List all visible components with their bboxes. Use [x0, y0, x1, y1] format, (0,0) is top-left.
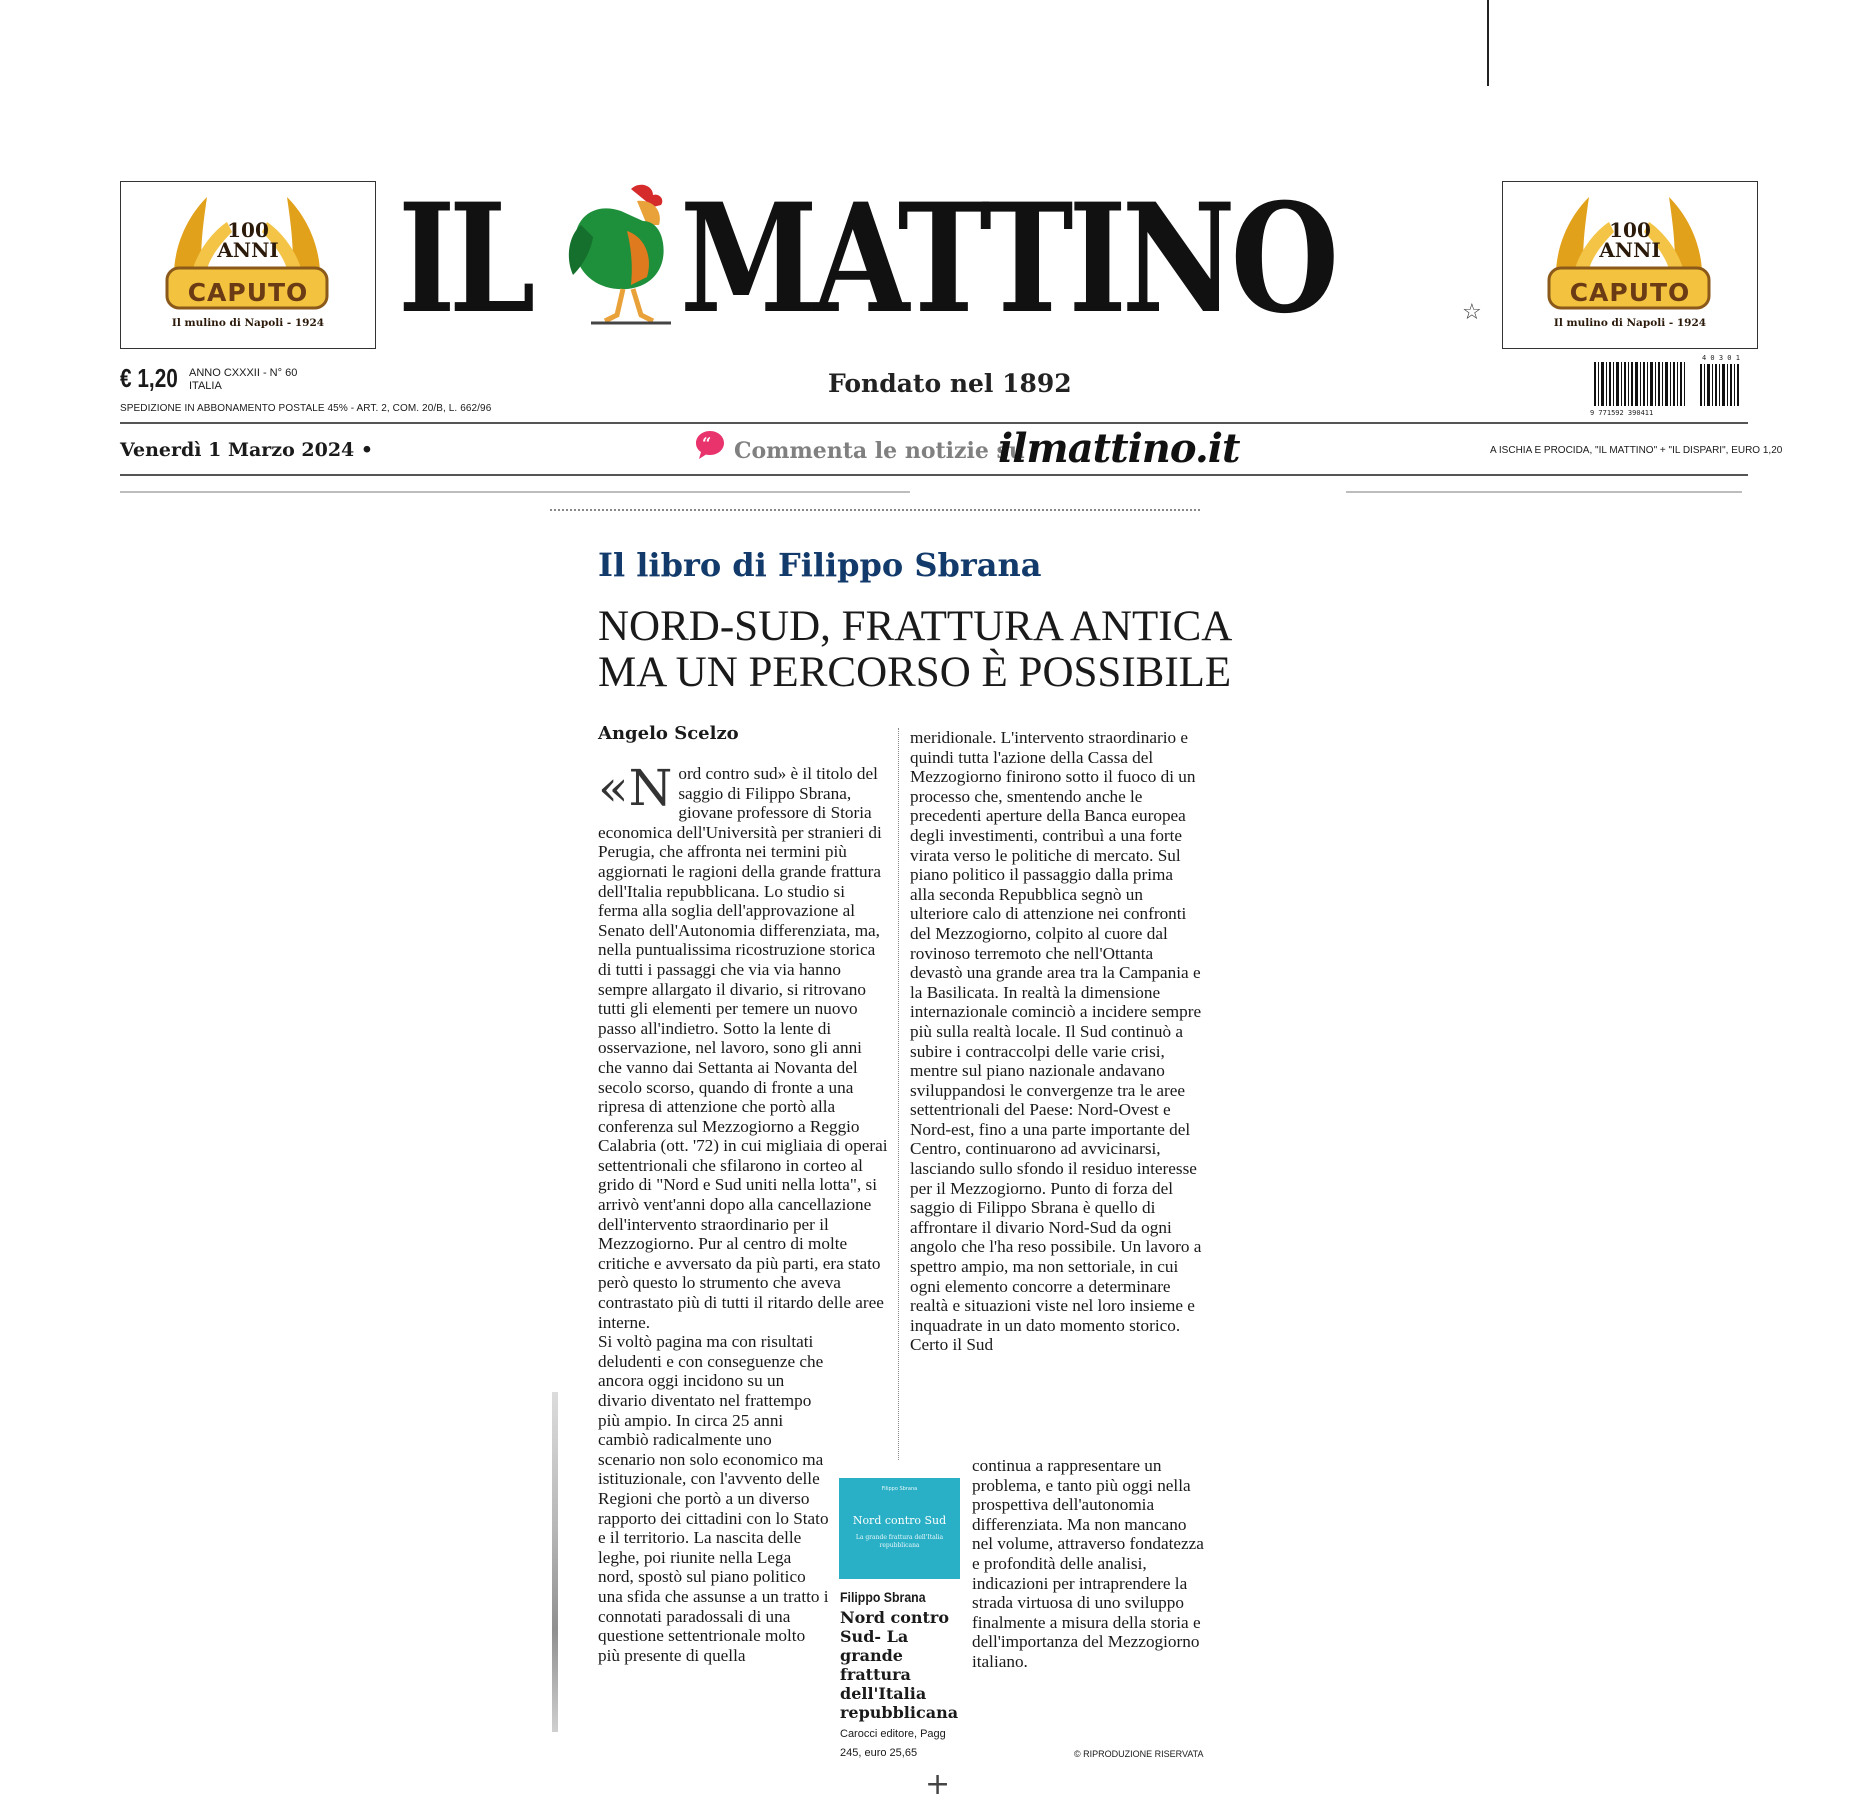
book-cover-image[interactable]	[839, 1478, 960, 1579]
ad-anni: ANNI	[217, 238, 279, 262]
masthead-il: IL	[398, 171, 529, 347]
ad-number: 100	[1609, 218, 1651, 242]
article-column-3	[972, 1456, 1204, 1672]
website-link[interactable]: ilmattino.it	[998, 425, 1240, 472]
paragraph: Si voltò pagina ma con risultati deludenti e con conseguenze che ancora oggi incidono su un divario diventato nel frattempo più ampio. In circa 25 anni cambiò radicalmente uno scenario non solo economico ma istituzionale, con l'avvento delle Regioni che portò a un diverso rapporto dei cittadini con lo Stato e il territorio. La nascita delle leghe, poi riunite nella Lega nord, spostò sul piano politico una sfida che assunse a un tratto i connotati paradossali di una questione settentrionale molto più presente di quella	[598, 1332, 829, 1665]
masthead-logo[interactable]	[398, 171, 1480, 347]
article-kicker: Il libro di Filippo Sbrana	[598, 546, 1042, 584]
headline-line-1: NORD-SUD, FRATTURA ANTICA	[598, 603, 1233, 650]
ad-tagline: Il mulino di Napoli - 1924	[1553, 317, 1707, 329]
issue-info	[189, 367, 297, 393]
article-column-2	[910, 728, 1202, 1355]
issue-number: ANNO CXXXII - N° 60	[189, 367, 298, 379]
ad-anni: ANNI	[1599, 238, 1661, 262]
book-caption-author: Filippo Sbrana	[840, 1589, 926, 1605]
caputo-ad-right[interactable]	[1502, 181, 1758, 349]
ad-tagline: Il mulino di Napoli - 1924	[171, 317, 325, 329]
column-separator	[898, 728, 899, 1460]
ad-brand: CAPUTO	[1569, 278, 1691, 307]
caputo-wheat-logo	[1539, 192, 1719, 332]
speech-bubble-quote-icon[interactable]	[694, 429, 726, 461]
article-headline	[598, 604, 1232, 696]
section-rule-left	[120, 491, 910, 493]
caputo-wheat-logo	[157, 192, 337, 332]
price: € 1,20	[120, 363, 178, 393]
issue-country: ITALIA	[189, 380, 222, 392]
regional-price-note: A ISCHIA E PROCIDA, "IL MATTINO" + "IL DISPARI", EURO 1,20	[1490, 445, 1783, 456]
header-rule-top	[120, 422, 1748, 424]
ad-brand: CAPUTO	[187, 278, 309, 307]
founded-line: Fondato nel 1892	[828, 369, 1072, 398]
barcode	[1590, 352, 1746, 418]
star-icon: ☆	[1462, 300, 1482, 325]
cover-title: Nord contro Sud	[852, 1514, 947, 1527]
header-rule-bottom	[120, 474, 1748, 476]
svg-text:“: “	[702, 434, 712, 453]
copyright-note: © RIPRODUZIONE RISERVATA	[1074, 1749, 1204, 1759]
paragraph: continua a rappresentare un problema, e tanto più oggi nella prospettiva dell'autonomia differenziata. Ma non mancano nel volume, attraverso fondatezza e profondità delle analisi, indicazioni per intraprendere la strada virtuosa di uno sviluppo finalmente a misura della storia e dell'importanza del Mezzogiorno italiano.	[972, 1456, 1204, 1671]
cover-subtitle: La grande frattura dell'Italia repubblicana	[855, 1534, 944, 1549]
paragraph: meridionale. L'intervento straordinario e quindi tutta l'azione della Cassa del Mezzogiorno finirono sotto il fuoco di un processo che, smentendo anche le precedenti aperture della Banca europea degli investimenti, contribuì a una forte virata verso le politiche di mercato. Sul piano politico il passaggio dalla prima alla seconda Repubblica segnò un ulteriore calo di attenzione nei confronti del Mezzogiorno, colpito al cuore dal rovinoso terremoto che nell'Ottanta devastò una grande area tra la Campania e la Basilicata. In realtà la dimensione internazionale cominciò a incidere sempre più sulla realtà locale. Il Sud continuò a subire i contraccolpi delle varie crisi, mentre sul piano nazionale andavano sviluppandosi le convergenze tra le aree settentrionali del Paese: Nord-Ovest e Nord-est, fino a una parte importante del Centro, continuarono ad avvicinarsi, lasciando sullo sfondo il residuo interesse per il Mezzogiorno. Punto di forza del saggio di Filippo Sbrana è quello di affrontare il divario Nord-Sud da ogni angolo che l'ha reso possibile. Un lavoro a spettro ampio, ma non settoriale, in cui ogni elemento concorre a determinare realtà e situazioni viste nel loro insieme e inquadrate in un dato momento storico. Certo il Sud	[910, 728, 1202, 1355]
headline-line-2: MA UN PERCORSO È POSSIBILE	[598, 649, 1232, 696]
book-caption-title: Nord contro Sud- La grande frattura dell'Italia repubblicana	[840, 1608, 959, 1722]
ad-number: 100	[227, 218, 269, 242]
barcode-top-digits: 4 0 3 0 1	[1702, 354, 1740, 362]
article-byline: Angelo Scelzo	[598, 723, 739, 744]
caputo-ad-left[interactable]	[120, 181, 376, 349]
photo-strip	[552, 1392, 558, 1732]
barcode-bottom-digits: 9 771592 390411	[1590, 409, 1654, 417]
masthead-mattino: MATTINO	[680, 171, 1335, 347]
paragraph: ord contro sud» è il titolo del saggio di Filippo Sbrana, giovane professore di Storia economica dell'Università per stranieri di Perugia, che affronta nei termini più aggiornati le ragioni della grande frattura dell'Italia repubblicana. Lo studio si ferma alla soglia dell'approvazione al Senato dell'Autonomia differenziata, ma, nella puntualissima ricostruzione storica di tutti i passaggi che via via hanno sempre allargato il divario, si ritrovano tutti gli elementi per temere un nuovo passo all'indietro. Sotto la lente di osservazione, nel lavoro, sono gli anni che vanno dai Settanta ai Novanta del secolo scorso, quando di fronte a una ripresa di attenzione che portò alla conferenza sul Mezzogiorno a Reggio Calabria (ott. '72) in cui migliaia di operai settentrionali che sfilarono in corteo al grido di "Nord e Sud uniti nella lotta", si arrivò vent'anni dopo alla cancellazione dell'intervento straordinario per il Mezzogiorno. Pur al centro di molte critiche e avversato da più parti, era stato però questo lo strumento che aveva contrastato più di tutti il ritardo delle aree interne.	[598, 764, 888, 1332]
book-caption-publisher: Carocci editore, Pagg 245, euro 25,65	[840, 1728, 946, 1759]
article-top-dotted-rule	[550, 509, 1200, 511]
rooster-icon	[561, 181, 689, 333]
cover-author: Filippo Sbrana	[881, 1486, 918, 1492]
crop-mark	[1487, 0, 1489, 86]
drop-cap: «N	[598, 759, 673, 817]
postal-notice: SPEDIZIONE IN ABBONAMENTO POSTALE 45% - ART. 2, COM. 20/B, L. 662/96	[120, 403, 492, 414]
section-rule-right	[1346, 491, 1742, 493]
issue-date: Venerdì 1 Marzo 2024 •	[120, 439, 374, 461]
registration-mark: +	[925, 1767, 951, 1802]
comment-prompt: Commenta le notizie su	[734, 438, 1025, 464]
